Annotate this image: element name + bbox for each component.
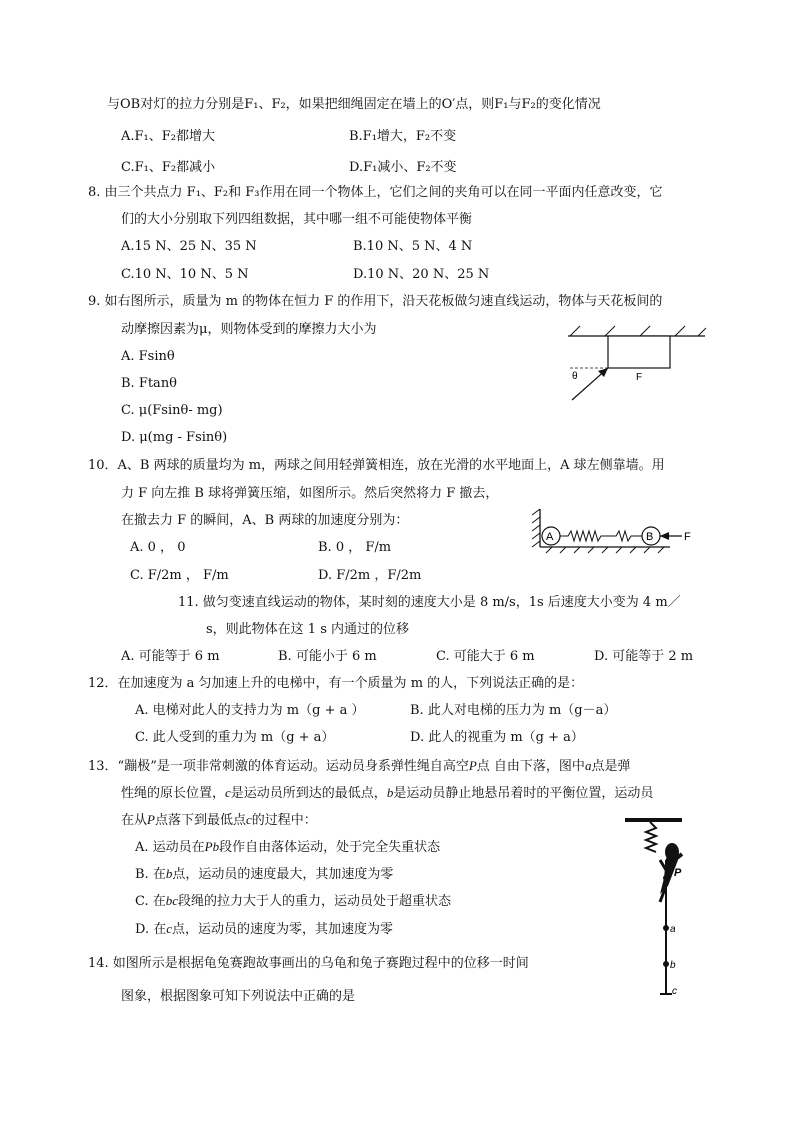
q10-spring-figure	[530, 505, 695, 553]
q13-stem-line3: 在从P点落下到最低点c的过程中：	[121, 812, 317, 828]
q8-option-a: A.15 N、25 N、35 N	[121, 239, 257, 254]
q14-stem-line1: 14. 如图所示是根据龟兔赛跑故事画出的乌龟和兔子赛跑过程中的位移一时间	[88, 956, 529, 971]
q9-stem-line2: 动摩擦因素为μ，则物体受到的摩擦力大小为	[121, 322, 377, 337]
q11-option-b: B. 可能小于 6 m	[278, 649, 377, 664]
q11-option-c: C. 可能大于 6 m	[436, 649, 535, 664]
q13-option-a: A. 运动员在Pb段作自由落体运动，处于完全失重状态	[135, 839, 441, 855]
q13-label-c: c	[672, 986, 677, 997]
q9-option-a: A. Fsinθ	[121, 349, 175, 364]
q13-bungee-figure	[620, 814, 710, 998]
q9-option-d: D. μ(mg - Fsinθ)	[121, 430, 228, 445]
q12-option-d: D. 此人的视重为 m（g + a）	[410, 730, 584, 745]
q8-option-c: C.10 N、10 N、5 N	[121, 267, 249, 282]
q10-stem-line3: 在撤去力 F 的瞬间，A、B 两球的加速度分别为：	[121, 513, 409, 528]
q10-stem-line2: 力 F 向左推 B 球将弹簧压缩，如图所示。然后突然将力 F 撤去，	[121, 486, 499, 501]
q7-option-b: B.F₁增大，F₂不变	[349, 129, 457, 144]
q13-option-c: C. 在bc段绳的拉力大于人的重力，运动员处于超重状态	[135, 893, 452, 909]
q11-option-a: A. 可能等于 6 m	[121, 649, 220, 664]
q8-stem-line1: 8. 由三个共点力 F₁、F₂和 F₃作用在同一个物体上，它们之间的夹角可以在同一平面内任意改变，它	[88, 185, 663, 200]
q8-stem-line2: 们的大小分别取下列四组数据，其中哪一组不可能使物体平衡	[121, 212, 473, 227]
q13-label-a: a	[670, 924, 676, 935]
q11-stem-line2: s，则此物体在这 1 s 内通过的位移	[206, 622, 410, 637]
q14-stem-line2: 图象，根据图象可知下列说法中正确的是	[121, 989, 356, 1004]
q7-option-c: C.F₁、F₂都减小	[121, 160, 216, 175]
q10-stem-line1: 10．A、B 两球的质量均为 m，两球之间用轻弹簧相连，放在光滑的水平地面上，A 球左侧靠墙。用	[88, 458, 665, 473]
q9-force-label: F	[636, 372, 643, 383]
q9-ceiling-figure	[560, 322, 710, 404]
q8-option-d: D.10 N、20 N、25 N	[353, 267, 490, 282]
q13-stem-line2: 性绳的原长位置，c是运动员所到达的最低点，b是运动员静止地悬吊着时的平衡位置，运动员	[121, 785, 654, 801]
q12-stem: 12．在加速度为 a 匀加速上升的电梯中，有一个质量为 m 的人，下列说法正确的是：	[88, 676, 584, 691]
q12-option-a: A. 电梯对此人的支持力为 m（g + a ）	[135, 703, 365, 718]
q10-option-d: D. F/2m ，F/2m	[318, 568, 422, 583]
q11-option-d: D. 可能等于 2 m	[594, 649, 694, 664]
q10-option-c: C. F/2m ， F/m	[130, 568, 229, 583]
q13-stem-line1: 13．“蹦极”是一项非常刺激的体育运动。运动员身系弹性绳自高空P点 自由下落，图中a点是弹	[88, 758, 631, 774]
q9-option-c: C. μ(Fsinθ- mg)	[121, 403, 223, 418]
q13-label-p: P	[674, 867, 682, 879]
q10-option-b: B. 0 ， F/m	[318, 540, 392, 555]
q10-option-a: A. 0 ， 0	[130, 540, 186, 555]
q8-option-b: B.10 N、5 N、4 N	[353, 239, 473, 254]
q11-stem-line1: 11. 做匀变速直线运动的物体，某时刻的速度大小是 8 m/s，1s 后速度大小变为 4 m／	[178, 595, 681, 610]
q9-angle-label: θ	[572, 371, 578, 382]
q7-option-d: D.F₁减小、F₂不变	[349, 160, 457, 175]
q13-option-b: B. 在b点，运动员的速度最大，其加速度为零	[135, 866, 394, 882]
q10-ball-b-label: B	[646, 531, 654, 543]
q13-option-d: D. 在c点，运动员的速度为零，其加速度为零	[135, 921, 394, 937]
q7-option-a: A.F₁、F₂都增大	[121, 129, 215, 144]
q12-option-b: B. 此人对电梯的压力为 m（g－a）	[410, 703, 617, 718]
q10-force-label: F	[684, 531, 691, 543]
q7-stem: 与OB对灯的拉力分别是F₁、F₂，如果把细绳固定在墙上的O′点，则F₁与F₂的变化情况	[107, 97, 601, 112]
q9-stem-line1: 9. 如右图所示，质量为 m 的物体在恒力 F 的作用下，沿天花板做匀速直线运动，物体与天花板间的	[88, 294, 663, 309]
q10-ball-a-label: A	[546, 531, 554, 543]
q13-label-b: b	[670, 960, 676, 971]
q9-option-b: B. Ftanθ	[121, 376, 178, 391]
q12-option-c: C. 此人受到的重力为 m（g + a）	[135, 730, 335, 745]
